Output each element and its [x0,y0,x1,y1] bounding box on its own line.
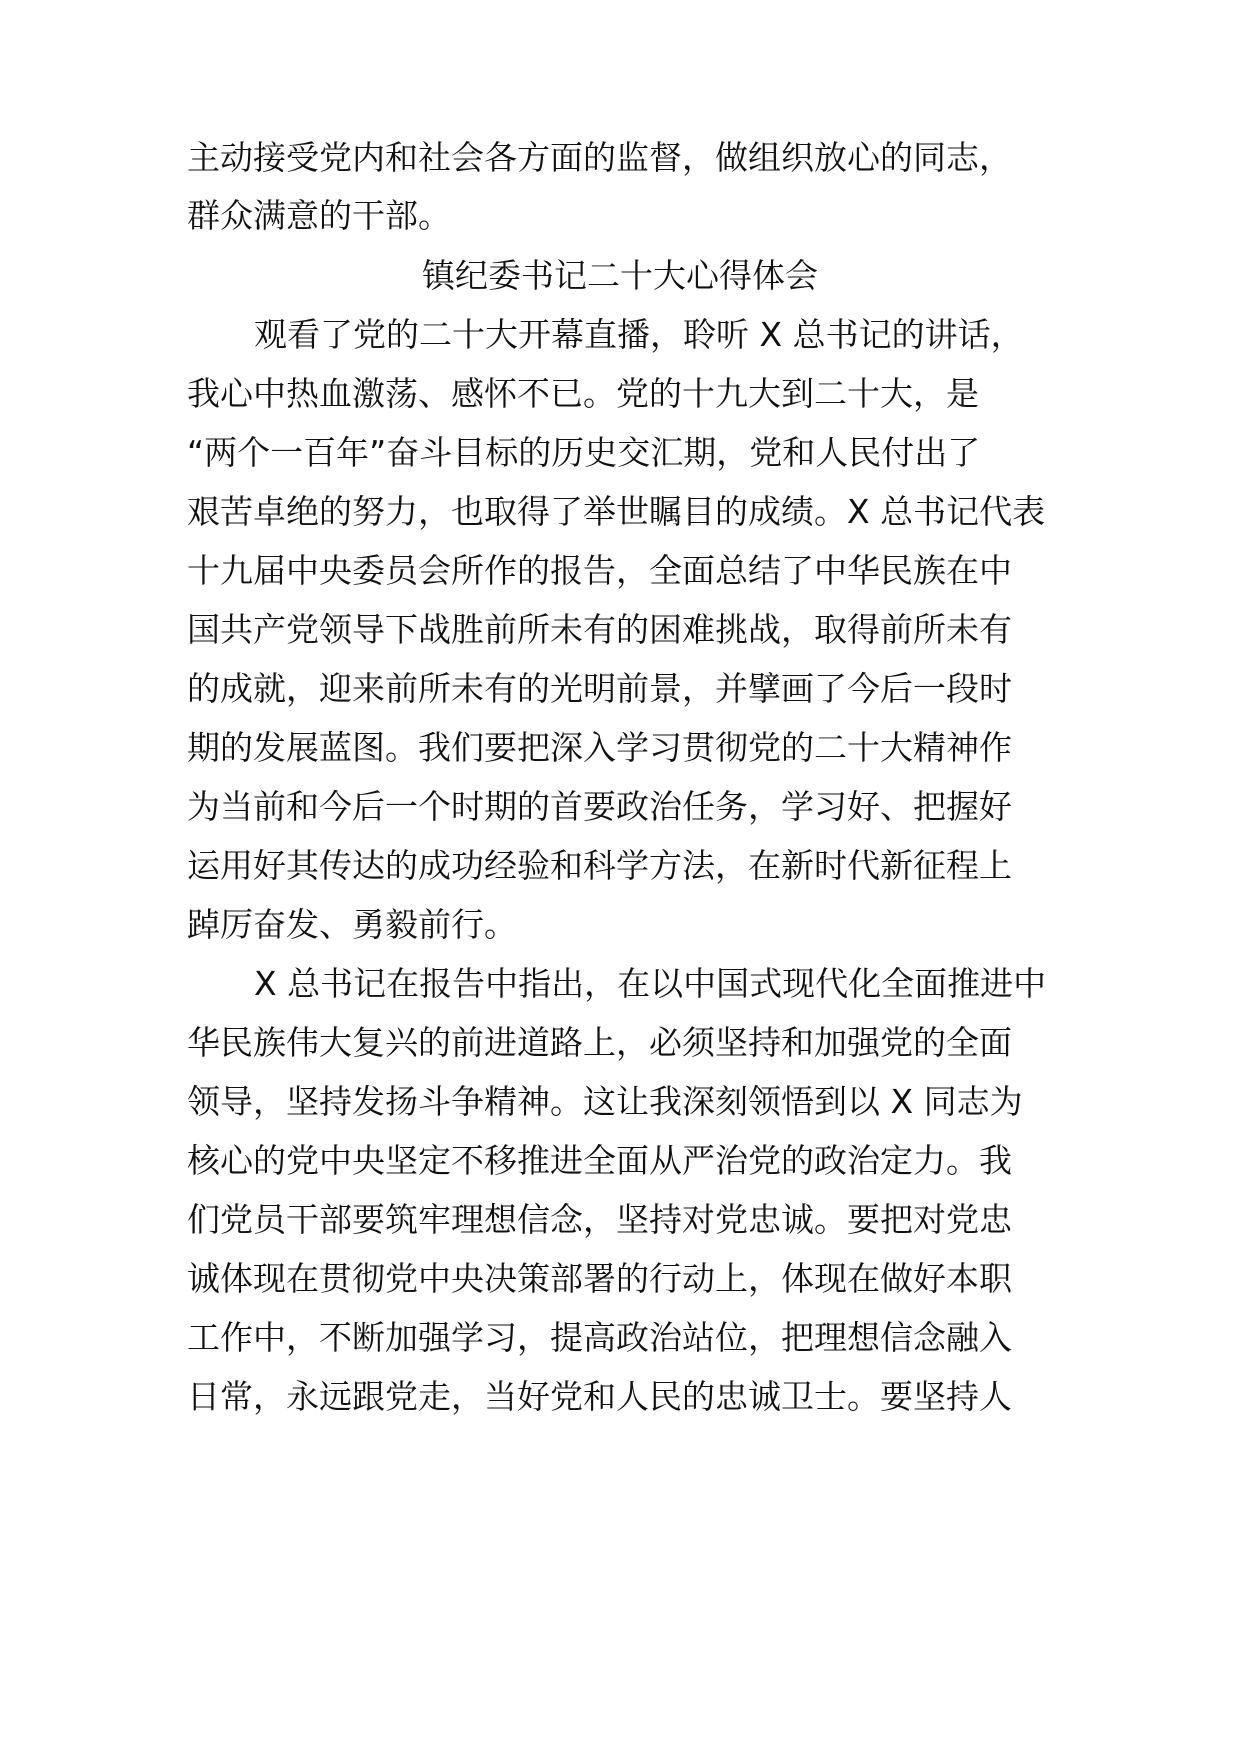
text-line: 工作中，不断加强学习，提高政治站位，把理想信念融入 [187,1318,1012,1357]
text-line: 我心中热血激荡、感怀不已。党的十九大到二十大，是 [187,374,979,413]
paragraph-first-line: 观看了党的二十大开幕直播，聆听 X 总书记的讲话， [254,315,1024,354]
text-line: 国共产党领导下战胜前所未有的困难挑战，取得前所未有 [187,610,1012,649]
text-line: 为当前和今后一个时期的首要政治任务，学习好、把握好 [187,787,1012,826]
document-title: 镇纪委书记二十大心得体会 [422,256,818,295]
text-line: 的成就，迎来前所未有的光明前景，并擘画了今后一段时 [187,669,1012,708]
text-line: 核心的党中央坚定不移推进全面从严治党的政治定力。我 [187,1141,1012,1180]
text-line: 主动接受党内和社会各方面的监督，做组织放心的同志， [187,138,1012,177]
text-line: 运用好其传达的成功经验和科学方法，在新时代新征程上 [187,846,1012,885]
text-line: 艰苦卓绝的努力，也取得了举世瞩目的成绩。X 总书记代表 [187,492,1046,531]
text-line: 华民族伟大复兴的前进道路上，必须坚持和加强党的全面 [187,1023,1012,1062]
text-line: 日常，永远跟党走，当好党和人民的忠诚卫士。要坚持人 [187,1377,1012,1416]
text-line: 领导，坚持发扬斗争精神。这让我深刻领悟到以 X 同志为 [187,1082,1023,1121]
text-line: 期的发展蓝图。我们要把深入学习贯彻党的二十大精神作 [187,728,1012,767]
text-line: 诚体现在贯彻党中央决策部署的行动上，体现在做好本职 [187,1259,1012,1298]
paragraph-first-line: X 总书记在报告中指出，在以中国式现代化全面推进中 [254,964,1047,1003]
text-line: 踔厉奋发、勇毅前行。 [187,905,517,944]
text-line: 十九届中央委员会所作的报告，全面总结了中华民族在中 [187,551,1012,590]
text-line: 群众满意的干部。 [187,196,451,235]
text-line: “两个一百年”奋斗目标的历史交汇期，党和人民付出了 [187,433,981,472]
text-line: 们党员干部要筑牢理想信念，坚持对党忠诚。要把对党忠 [187,1200,1012,1239]
